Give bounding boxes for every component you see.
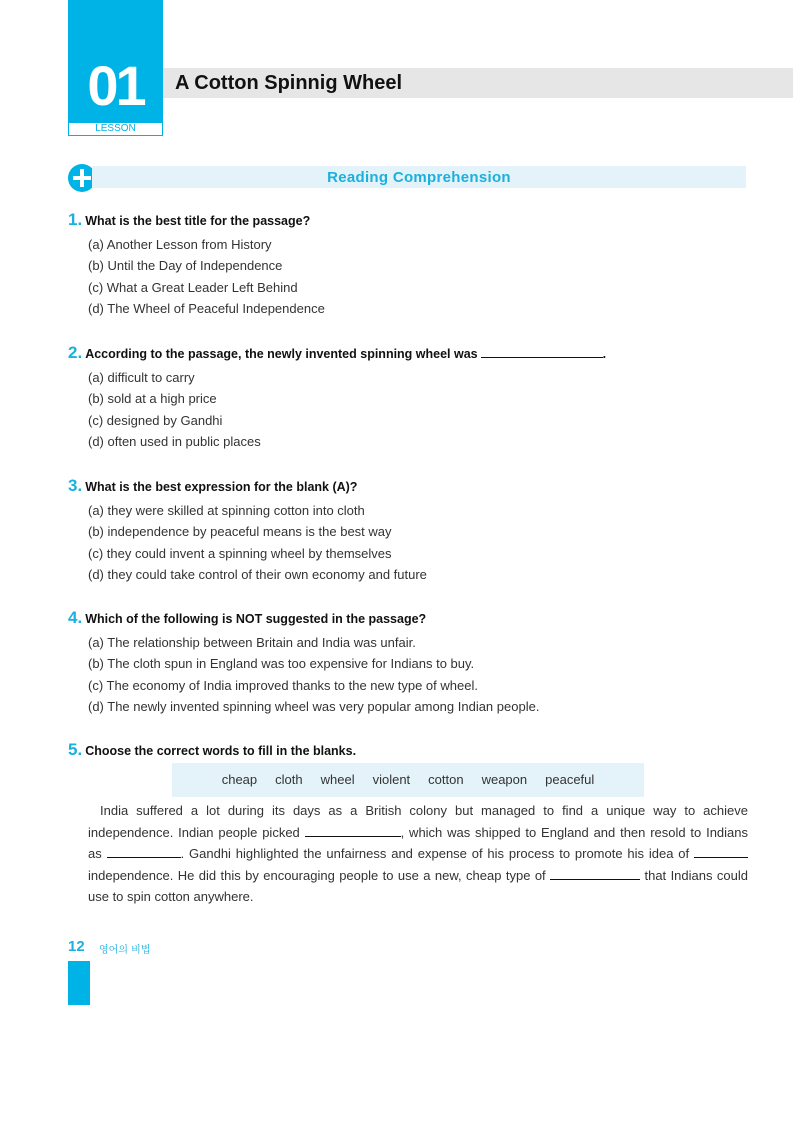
passage-part: , which was shipped to England and then resold to Indians as <box>88 824 749 862</box>
option-d[interactable]: (d) The Wheel of Peaceful Independence <box>88 300 325 316</box>
option-a[interactable]: (a) The relationship between Britain and India was unfair. <box>88 635 416 650</box>
lesson-label: LESSON <box>68 122 163 136</box>
question-text: Choose the correct words to fill in the blanks. <box>85 744 357 758</box>
option-b[interactable]: (b) independence by peaceful means is the best way <box>88 524 392 540</box>
options-list <box>88 500 758 585</box>
page-tab <box>68 961 90 1005</box>
section-header <box>92 166 746 188</box>
passage-part: independence. He did this by encouraging people to use a new, cheap type of <box>88 867 546 883</box>
question-4-head <box>68 608 758 629</box>
option-c[interactable]: (c) designed by Gandhi <box>88 412 223 428</box>
question-number: 1. <box>68 210 83 229</box>
option-b[interactable]: (b) The cloth spun in England was too expensive for Indians to buy. <box>88 656 475 672</box>
page-number: 12 <box>68 938 85 955</box>
options-list <box>88 367 758 452</box>
lesson-number-box <box>68 0 163 122</box>
option-b[interactable]: (b) Until the Day of Independence <box>88 258 283 274</box>
option-d[interactable]: (d) The newly invented spinning wheel was very popular among Indian people. <box>88 698 540 714</box>
book-title: 영어의 비법 <box>99 945 151 956</box>
fill-blank-3[interactable] <box>694 845 748 858</box>
option-c[interactable]: (c) The economy of India improved thanks to the new type of wheel. <box>88 677 478 693</box>
question-2-head <box>68 343 758 364</box>
fill-blank-4[interactable] <box>550 867 640 880</box>
question-text: What is the best expression for the blank (A)? <box>85 480 358 494</box>
option-d[interactable]: (d) often used in public places <box>88 433 261 449</box>
word-bank-item: cheap <box>221 772 258 787</box>
question-1-head <box>68 210 758 231</box>
question-number: 2. <box>68 343 83 362</box>
question-text: What is the best title for the passage? <box>85 214 311 228</box>
passage-part: India suffered a lot during its days as a British colony but managed to find a unique way to achieve independence. Indian people picked <box>88 803 748 840</box>
question-5 <box>68 740 758 761</box>
passage-part: that Indians could use to spin cotton anywhere. <box>88 867 748 905</box>
word-bank <box>172 763 644 797</box>
question-text: According to the passage, the newly invented spinning wheel was <box>85 347 478 361</box>
word-bank-item: cloth <box>275 772 303 787</box>
options-list <box>88 632 758 717</box>
option-d[interactable]: (d) they could take control of their own economy and future <box>88 566 427 582</box>
option-c[interactable]: (c) they could invent a spinning wheel by themselves <box>88 545 392 561</box>
title-bar <box>163 68 793 98</box>
question-text: Which of the following is NOT suggested in the passage? <box>85 612 427 626</box>
option-c[interactable]: (c) What a Great Leader Left Behind <box>88 279 298 295</box>
question-4 <box>68 608 758 717</box>
options-list <box>88 234 758 319</box>
question-2 <box>68 343 758 452</box>
option-a[interactable]: (a) difficult to carry <box>88 370 195 385</box>
section-title: Reading Comprehension <box>327 169 511 186</box>
word-bank-item: peaceful <box>545 772 595 787</box>
question-3 <box>68 476 758 585</box>
fill-blank-1[interactable] <box>305 824 401 837</box>
word-bank-item: violent <box>372 772 411 787</box>
option-a[interactable]: (a) Another Lesson from History <box>88 237 272 252</box>
question-suffix: . <box>602 347 607 361</box>
fill-blank-2[interactable] <box>107 845 181 858</box>
option-a[interactable]: (a) they were skilled at spinning cotton into cloth <box>88 503 365 518</box>
passage-text <box>88 800 748 908</box>
word-bank-item: weapon <box>481 772 528 787</box>
question-5-head <box>68 740 758 761</box>
option-b[interactable]: (b) sold at a high price <box>88 391 217 407</box>
answer-blank[interactable] <box>481 345 603 358</box>
word-bank-item: cotton <box>428 772 464 787</box>
word-bank-item: wheel <box>320 772 355 787</box>
question-1 <box>68 210 758 319</box>
lesson-number: 01 <box>87 54 144 117</box>
lesson-title: A Cotton Spinnig Wheel <box>175 72 403 94</box>
question-number: 3. <box>68 476 83 495</box>
question-number: 5. <box>68 740 83 759</box>
question-3-head <box>68 476 758 497</box>
passage-part: . Gandhi highlighted the unfairness and expense of his process to promote his idea of <box>180 846 690 862</box>
question-number: 4. <box>68 608 83 627</box>
